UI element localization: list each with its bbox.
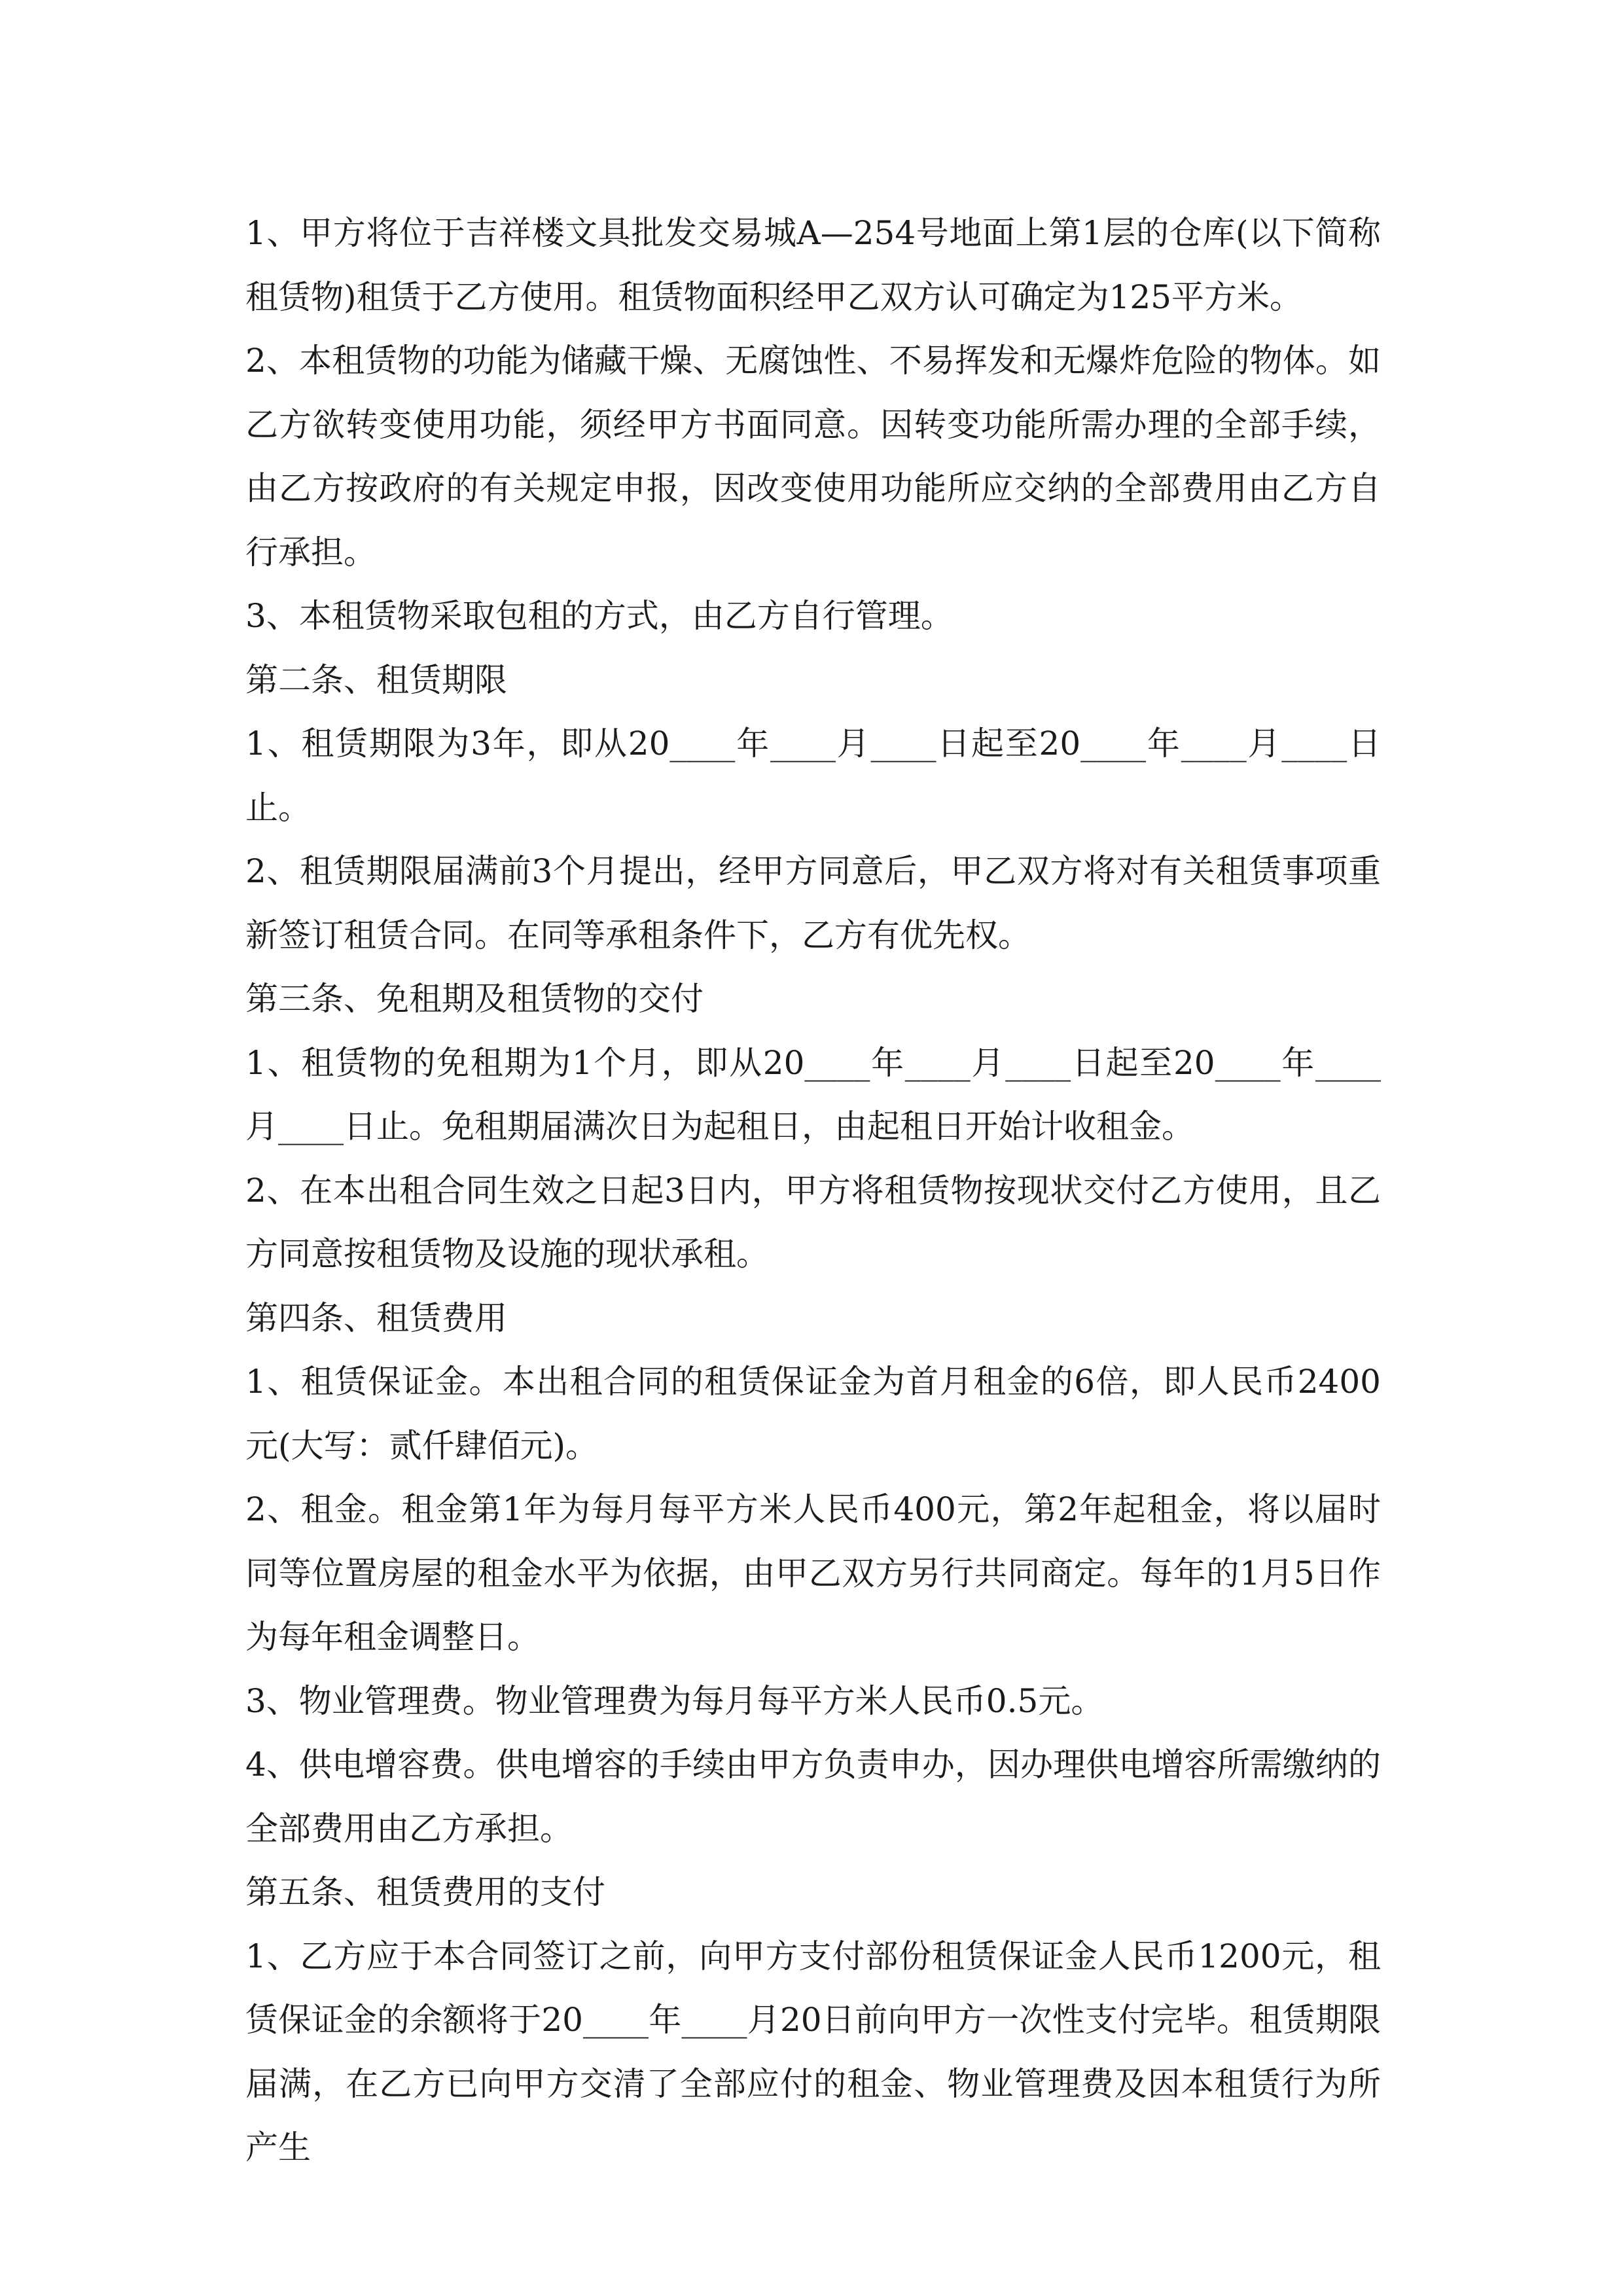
clause-paragraph: 2、本租赁物的功能为储藏干燥、无腐蚀性、不易挥发和无爆炸危险的物体。如乙方欲转变使用功能，须经甲方书面同意。因转变功能所需办理的全部手续，由乙方按政府的有关规定申报，因改变使用功能所应交纳的全部费用由乙方自行承担。 xyxy=(245,342,1381,571)
clause-paragraph: 1、乙方应于本合同签订之前，向甲方支付部份租赁保证金人民币1200元，租赁保证金的余额将于20____年____月20日前向甲方一次性支付完毕。租赁期限届满，在乙方已向甲方交清了全部应付的租金、物业管理费及因本租赁行为所产生 xyxy=(245,1937,1381,2166)
clause-paragraph: 2、在本出租合同生效之日起3日内，甲方将租赁物按现状交付乙方使用，且乙方同意按租赁物及设施的现状承租。 xyxy=(245,1171,1381,1273)
section-heading: 第四条、租赁费用 xyxy=(245,1299,507,1337)
document-body xyxy=(245,202,1381,2180)
section-heading: 第三条、免租期及租赁物的交付 xyxy=(245,980,704,1018)
section-heading: 第五条、租赁费用的支付 xyxy=(245,1873,605,1911)
clause-paragraph: 4、供电增容费。供电增容的手续由甲方负责申办，因办理供电增容所需缴纳的全部费用由乙方承担。 xyxy=(245,1746,1381,1848)
clause-paragraph: 1、租赁保证金。本出租合同的租赁保证金为首月租金的6倍，即人民币2400元(大写：贰仟肆佰元)。 xyxy=(245,1363,1381,1465)
clause-paragraph: 2、租赁期限届满前3个月提出，经甲方同意后，甲乙双方将对有关租赁事项重新签订租赁合同。在同等承租条件下，乙方有优先权。 xyxy=(245,852,1381,954)
clause-paragraph: 3、物业管理费。物业管理费为每月每平方米人民币0.5元。 xyxy=(245,1681,1104,1720)
clause-paragraph: 3、本租赁物采取包租的方式，由乙方自行管理。 xyxy=(245,597,954,635)
section-heading: 第二条、租赁期限 xyxy=(245,660,507,699)
clause-paragraph: 1、租赁期限为3年，即从20____年____月____日起至20____年____月____日止。 xyxy=(245,725,1381,827)
clause-paragraph: 1、甲方将位于吉祥楼文具批发交易城A—254号地面上第1层的仓库(以下简称租赁物)租赁于乙方使用。租赁物面积经甲乙双方认可确定为125平方米。 xyxy=(245,214,1381,316)
clause-paragraph: 2、租金。租金第1年为每月每平方米人民币400元，第2年起租金，将以届时同等位置房屋的租金水平为依据，由甲乙双方另行共同商定。每年的1月5日作为每年租金调整日。 xyxy=(245,1490,1381,1656)
clause-paragraph: 1、租赁物的免租期为1个月，即从20____年____月____日起至20____年____月____日止。免租期届满次日为起租日，由起租日开始计收租金。 xyxy=(245,1043,1381,1145)
